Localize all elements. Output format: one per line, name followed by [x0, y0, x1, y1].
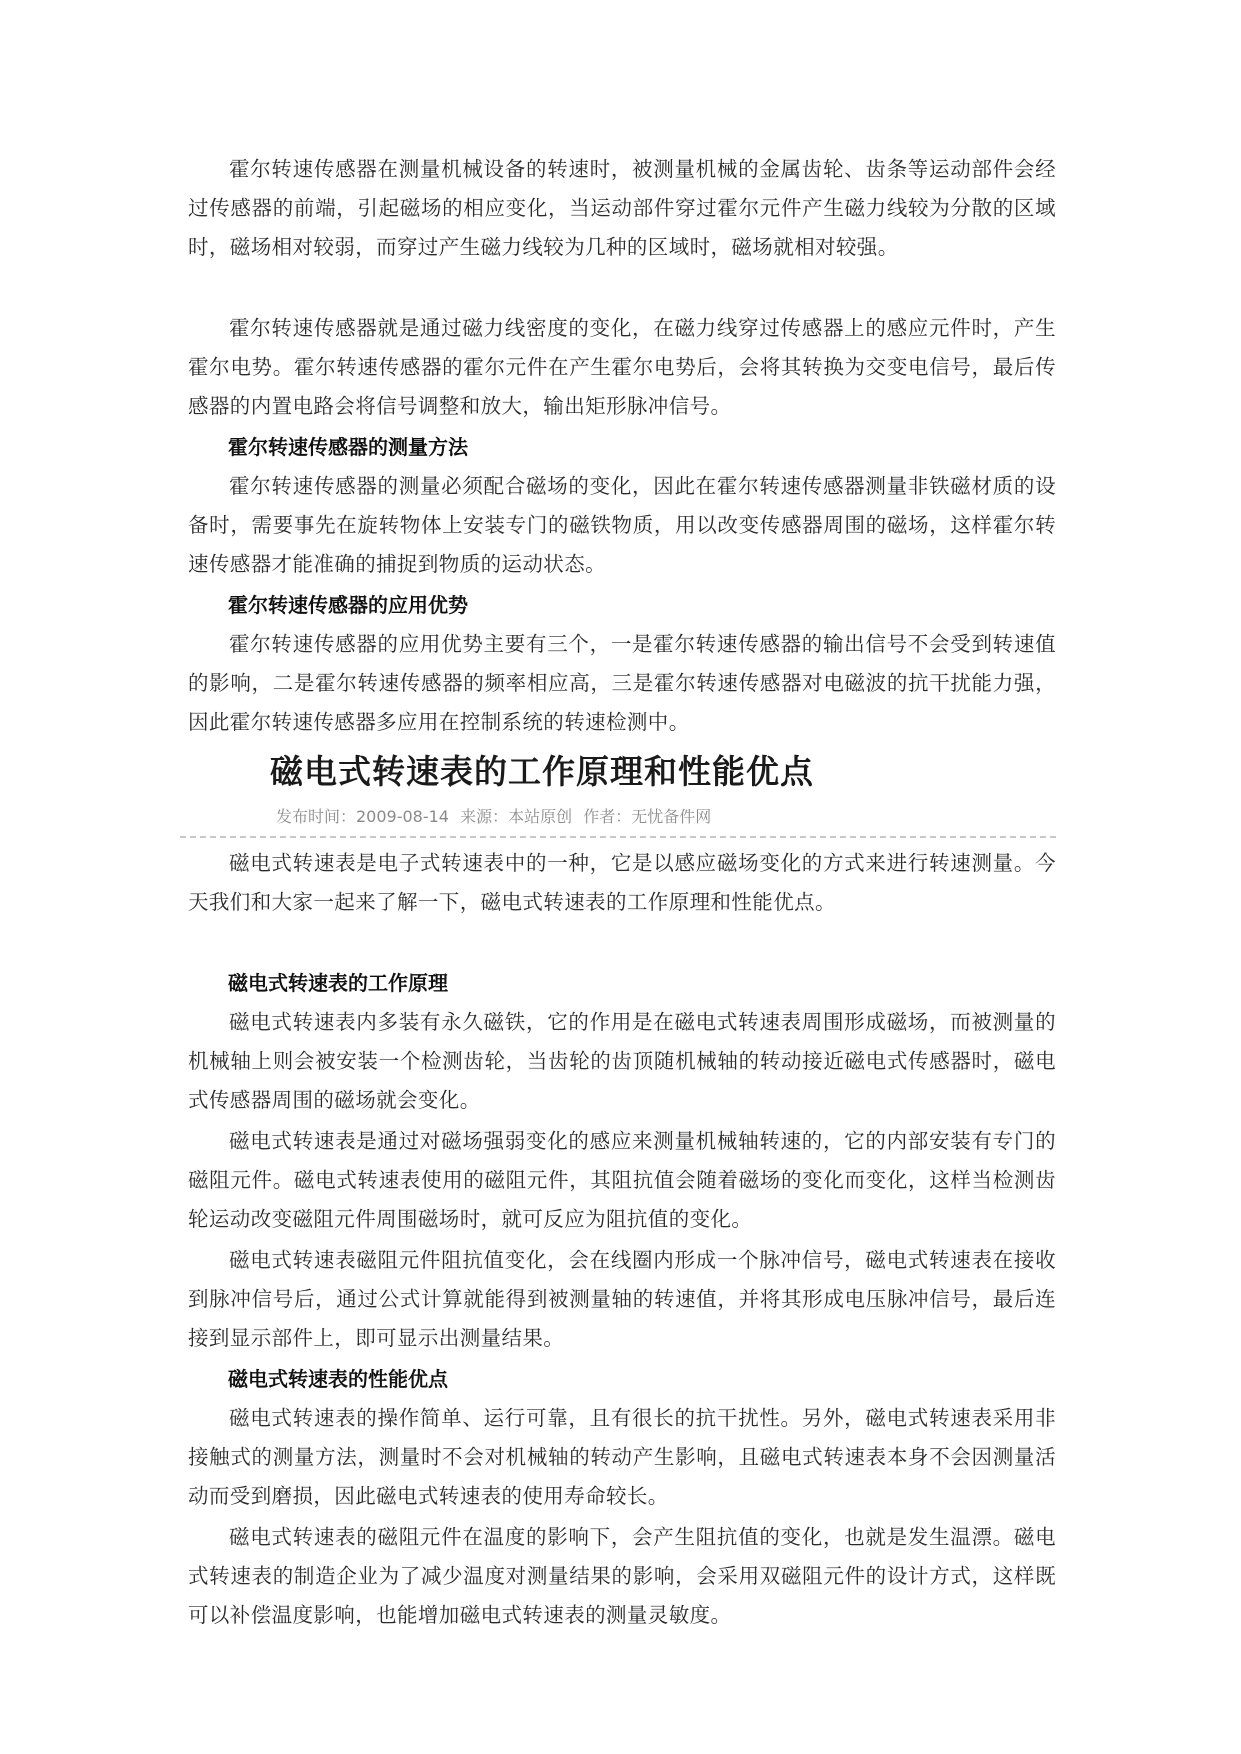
section-heading-measurement-method: 霍尔转速传感器的测量方法: [228, 435, 468, 459]
magnetoelectric-tachometer-article: [188, 748, 1056, 1635]
article-meta: [188, 802, 1056, 832]
paragraph: 霍尔转速传感器的测量必须配合磁场的变化，因此在霍尔转速传感器测量非铁磁材质的设备时，需要事先在旋转物体上安装专门的磁铁物质，用以改变传感器周围的磁场，这样霍尔转速传感器才能准确的捕捉到物质的运动状态。: [188, 474, 1056, 576]
paragraph: 磁电式转速表的操作简单、运行可靠，且有很长的抗干扰性。另外，磁电式转速表采用非接触式的测量方法，测量时不会对机械轴的转动产生影响，且磁电式转速表本身不会因测量活动而受到磨损，因此磁电式转速表的使用寿命较长。: [188, 1406, 1056, 1508]
paragraph: 霍尔转速传感器的应用优势主要有三个，一是霍尔转速传感器的输出信号不会受到转速值的影响，二是霍尔转速传感器的频率相应高，三是霍尔转速传感器对电磁波的抗干扰能力强，因此霍尔转速传感器多应用在控制系统的转速检测中。: [188, 632, 1056, 734]
paragraph: 磁电式转速表的磁阻元件在温度的影响下，会产生阻抗值的变化，也就是发生温漂。磁电式转速表的制造企业为了减少温度对测量结果的影响，会采用双磁阻元件的设计方式，这样既可以补偿温度影响，也能增加磁电式转速表的测量灵敏度。: [188, 1525, 1056, 1627]
paragraph-gap: [188, 269, 1056, 309]
article-author: 作者：无忧备件网: [583, 807, 712, 826]
article-title: 磁电式转速表的工作原理和性能优点: [270, 752, 814, 791]
paragraph: 磁电式转速表磁阻元件阻抗值变化，会在线圈内形成一个脉冲信号，磁电式转速表在接收到脉冲信号后，通过公式计算就能得到被测量轴的转速值，并将其形成电压脉冲信号，最后连接到显示部件上，即可显示出测量结果。: [188, 1248, 1056, 1350]
document-page: [188, 150, 1056, 1637]
paragraph: 霍尔转速传感器就是通过磁力线密度的变化，在磁力线穿过传感器上的感应元件时，产生霍尔电势。霍尔转速传感器的霍尔元件在产生霍尔电势后，会将其转换为交变电信号，最后传感器的内置电路会将信号调整和放大，输出矩形脉冲信号。: [188, 316, 1056, 418]
paragraph: 霍尔转速传感器在测量机械设备的转速时，被测量机械的金属齿轮、齿条等运动部件会经过传感器的前端，引起磁场的相应变化，当运动部件穿过霍尔元件产生磁力线较为分散的区域时，磁场相对较弱，而穿过产生磁力线较为几种的区域时，磁场就相对较强。: [188, 157, 1056, 259]
paragraph: 磁电式转速表内多装有永久磁铁，它的作用是在磁电式转速表周围形成磁场，而被测量的机械轴上则会被安装一个检测齿轮，当齿轮的齿顶随机械轴的转动接近磁电式传感器时，磁电式传感器周围的磁场就会变化。: [188, 1010, 1056, 1112]
dashed-divider: [180, 836, 1056, 838]
publish-date: 发布时间：2009-08-14: [276, 807, 449, 826]
section-heading-working-principle: 磁电式转速表的工作原理: [228, 971, 448, 995]
paragraph-gap: [188, 924, 1056, 964]
hall-sensor-section: [188, 150, 1056, 742]
section-heading-application-advantages: 霍尔转速传感器的应用优势: [228, 593, 468, 617]
article-source: 来源：本站原创: [460, 807, 573, 826]
article-intro: 磁电式转速表是电子式转速表中的一种，它是以感应磁场变化的方式来进行转速测量。今天我们和大家一起来了解一下，磁电式转速表的工作原理和性能优点。: [188, 851, 1056, 914]
paragraph: 磁电式转速表是通过对磁场强弱变化的感应来测量机械轴转速的，它的内部安装有专门的磁阻元件。磁电式转速表使用的磁阻元件，其阻抗值会随着磁场的变化而变化，这样当检测齿轮运动改变磁阻元件周围磁场时，就可反应为阻抗值的变化。: [188, 1129, 1056, 1231]
section-heading-performance-advantages: 磁电式转速表的性能优点: [228, 1367, 448, 1391]
